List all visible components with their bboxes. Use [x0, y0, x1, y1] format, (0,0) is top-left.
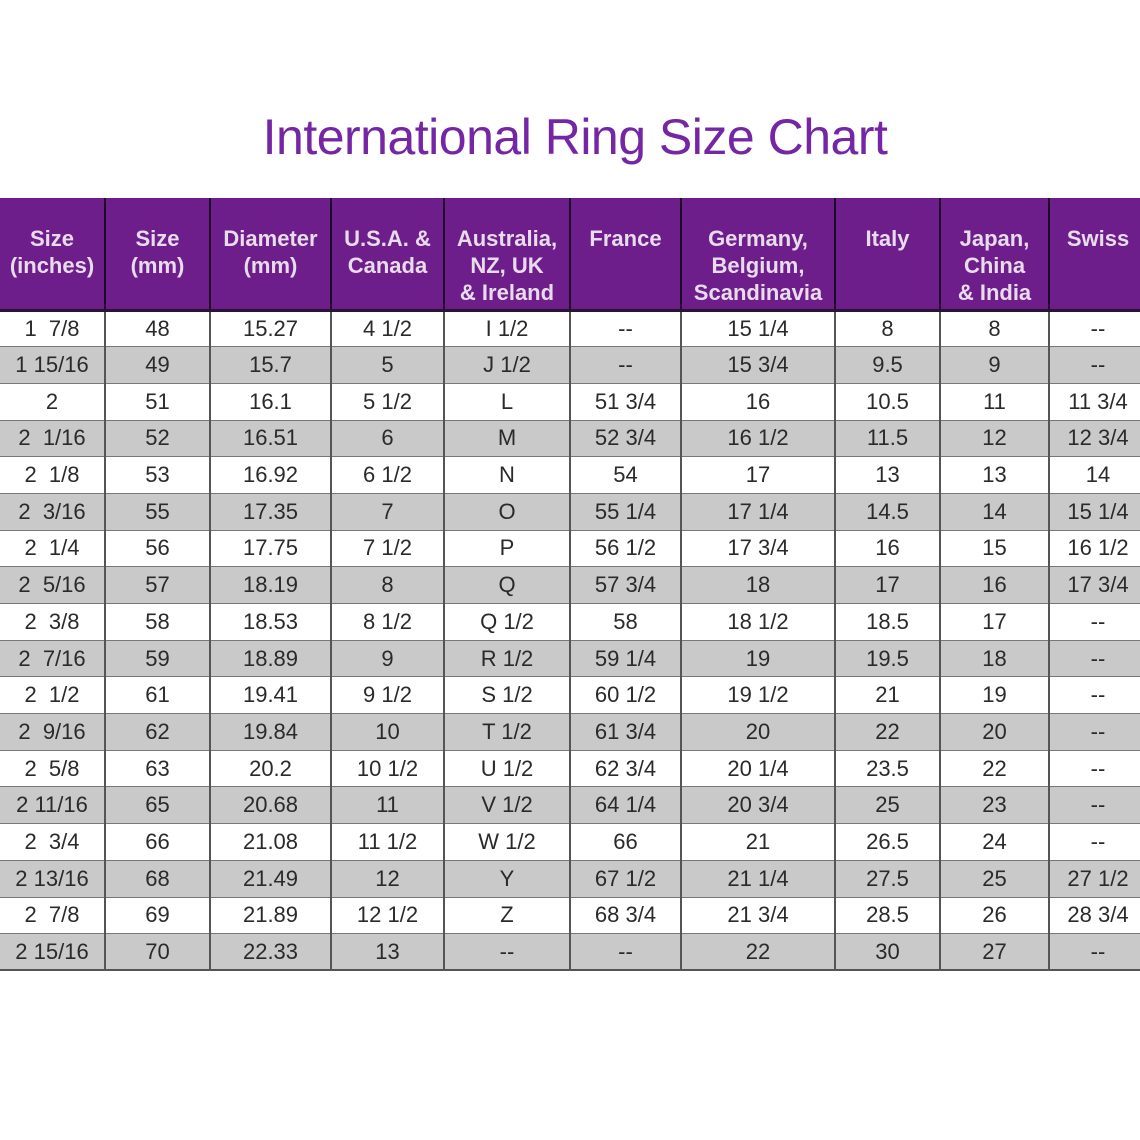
cell-diameter: 18.19 [210, 567, 331, 604]
cell-france: 59 1/4 [570, 640, 681, 677]
cell-usa-canada: 8 1/2 [331, 604, 444, 641]
cell-size-mm: 70 [105, 934, 210, 971]
cell-france: 68 3/4 [570, 897, 681, 934]
cell-france: 52 3/4 [570, 420, 681, 457]
cell-japan-china-india: 19 [940, 677, 1049, 714]
column-header-usa-canada: U.S.A. & Canada [331, 198, 444, 310]
cell-germany-belgium-scandinavia: 17 3/4 [681, 530, 835, 567]
cell-italy: 26.5 [835, 824, 940, 861]
table-row [0, 714, 1140, 751]
cell-italy: 30 [835, 934, 940, 971]
cell-size-inches: 2 1/4 [0, 530, 105, 567]
cell-japan-china-india: 20 [940, 714, 1049, 751]
cell-size-mm: 55 [105, 493, 210, 530]
table-row [0, 640, 1140, 677]
cell-diameter: 22.33 [210, 934, 331, 971]
cell-size-mm: 52 [105, 420, 210, 457]
cell-size-inches: 2 3/4 [0, 824, 105, 861]
table-row [0, 493, 1140, 530]
cell-size-inches: 2 3/16 [0, 493, 105, 530]
cell-france: 67 1/2 [570, 860, 681, 897]
table-row [0, 860, 1140, 897]
header-row [0, 198, 1140, 310]
table-row [0, 383, 1140, 420]
cell-swiss: -- [1049, 347, 1140, 384]
cell-size-mm: 66 [105, 824, 210, 861]
column-header-size-inches: Size (inches) [0, 198, 105, 310]
cell-diameter: 19.41 [210, 677, 331, 714]
cell-usa-canada: 12 1/2 [331, 897, 444, 934]
cell-france: -- [570, 310, 681, 347]
table-row [0, 420, 1140, 457]
cell-france: 55 1/4 [570, 493, 681, 530]
cell-australia-nz-uk-ireland: V 1/2 [444, 787, 570, 824]
cell-usa-canada: 11 [331, 787, 444, 824]
cell-usa-canada: 5 1/2 [331, 383, 444, 420]
cell-japan-china-india: 12 [940, 420, 1049, 457]
cell-japan-china-india: 15 [940, 530, 1049, 567]
cell-france: 64 1/4 [570, 787, 681, 824]
table-row [0, 897, 1140, 934]
column-header-diameter: Diameter (mm) [210, 198, 331, 310]
cell-italy: 9.5 [835, 347, 940, 384]
cell-size-mm: 68 [105, 860, 210, 897]
cell-diameter: 18.89 [210, 640, 331, 677]
cell-size-mm: 58 [105, 604, 210, 641]
column-header-italy: Italy [835, 198, 940, 310]
cell-size-inches: 2 3/8 [0, 604, 105, 641]
cell-germany-belgium-scandinavia: 21 3/4 [681, 897, 835, 934]
cell-diameter: 15.27 [210, 310, 331, 347]
cell-swiss: -- [1049, 310, 1140, 347]
cell-size-mm: 69 [105, 897, 210, 934]
cell-diameter: 16.92 [210, 457, 331, 494]
cell-usa-canada: 11 1/2 [331, 824, 444, 861]
cell-size-inches: 2 7/8 [0, 897, 105, 934]
cell-italy: 10.5 [835, 383, 940, 420]
cell-diameter: 17.35 [210, 493, 331, 530]
cell-japan-china-india: 24 [940, 824, 1049, 861]
cell-japan-china-india: 16 [940, 567, 1049, 604]
table-row [0, 567, 1140, 604]
cell-diameter: 16.1 [210, 383, 331, 420]
cell-japan-china-india: 18 [940, 640, 1049, 677]
cell-usa-canada: 9 1/2 [331, 677, 444, 714]
cell-germany-belgium-scandinavia: 19 1/2 [681, 677, 835, 714]
table-row [0, 530, 1140, 567]
cell-diameter: 20.2 [210, 750, 331, 787]
table-row [0, 934, 1140, 971]
cell-usa-canada: 6 [331, 420, 444, 457]
cell-france: 61 3/4 [570, 714, 681, 751]
cell-diameter: 17.75 [210, 530, 331, 567]
cell-italy: 17 [835, 567, 940, 604]
column-header-japan-china-india: Japan, China & India [940, 198, 1049, 310]
cell-italy: 23.5 [835, 750, 940, 787]
cell-size-mm: 56 [105, 530, 210, 567]
cell-size-inches: 1 15/16 [0, 347, 105, 384]
table-body [0, 310, 1140, 970]
cell-germany-belgium-scandinavia: 15 1/4 [681, 310, 835, 347]
cell-australia-nz-uk-ireland: M [444, 420, 570, 457]
cell-france: 51 3/4 [570, 383, 681, 420]
cell-france: -- [570, 934, 681, 971]
column-header-swiss: Swiss [1049, 198, 1140, 310]
cell-usa-canada: 13 [331, 934, 444, 971]
cell-italy: 27.5 [835, 860, 940, 897]
cell-swiss: 16 1/2 [1049, 530, 1140, 567]
column-header-australia-nz-uk-ireland: Australia, NZ, UK & Ireland [444, 198, 570, 310]
cell-diameter: 19.84 [210, 714, 331, 751]
cell-usa-canada: 4 1/2 [331, 310, 444, 347]
cell-australia-nz-uk-ireland: Y [444, 860, 570, 897]
cell-germany-belgium-scandinavia: 20 [681, 714, 835, 751]
table-row [0, 347, 1140, 384]
cell-size-mm: 57 [105, 567, 210, 604]
cell-germany-belgium-scandinavia: 15 3/4 [681, 347, 835, 384]
table-row [0, 824, 1140, 861]
cell-usa-canada: 7 [331, 493, 444, 530]
cell-size-inches: 2 [0, 383, 105, 420]
cell-size-inches: 2 15/16 [0, 934, 105, 971]
cell-swiss: -- [1049, 714, 1140, 751]
cell-italy: 21 [835, 677, 940, 714]
cell-italy: 22 [835, 714, 940, 751]
cell-japan-china-india: 9 [940, 347, 1049, 384]
cell-size-mm: 53 [105, 457, 210, 494]
cell-australia-nz-uk-ireland: P [444, 530, 570, 567]
cell-size-inches: 2 9/16 [0, 714, 105, 751]
cell-size-inches: 2 1/2 [0, 677, 105, 714]
cell-italy: 14.5 [835, 493, 940, 530]
cell-size-inches: 2 5/16 [0, 567, 105, 604]
cell-japan-china-india: 17 [940, 604, 1049, 641]
cell-size-mm: 61 [105, 677, 210, 714]
cell-usa-canada: 10 [331, 714, 444, 751]
cell-france: 66 [570, 824, 681, 861]
cell-size-mm: 59 [105, 640, 210, 677]
cell-size-mm: 63 [105, 750, 210, 787]
cell-australia-nz-uk-ireland: J 1/2 [444, 347, 570, 384]
cell-italy: 19.5 [835, 640, 940, 677]
cell-france: -- [570, 347, 681, 384]
cell-france: 62 3/4 [570, 750, 681, 787]
column-header-germany-belgium-scandinavia: Germany, Belgium, Scandinavia [681, 198, 835, 310]
cell-swiss: 17 3/4 [1049, 567, 1140, 604]
cell-swiss: -- [1049, 824, 1140, 861]
cell-germany-belgium-scandinavia: 20 3/4 [681, 787, 835, 824]
cell-australia-nz-uk-ireland: L [444, 383, 570, 420]
cell-japan-china-india: 8 [940, 310, 1049, 347]
cell-germany-belgium-scandinavia: 20 1/4 [681, 750, 835, 787]
cell-italy: 13 [835, 457, 940, 494]
cell-australia-nz-uk-ireland: O [444, 493, 570, 530]
cell-australia-nz-uk-ireland: I 1/2 [444, 310, 570, 347]
cell-swiss: 11 3/4 [1049, 383, 1140, 420]
cell-size-inches: 2 13/16 [0, 860, 105, 897]
cell-germany-belgium-scandinavia: 16 1/2 [681, 420, 835, 457]
column-header-size-mm: Size (mm) [105, 198, 210, 310]
cell-italy: 18.5 [835, 604, 940, 641]
cell-size-mm: 48 [105, 310, 210, 347]
table-row [0, 677, 1140, 714]
cell-japan-china-india: 26 [940, 897, 1049, 934]
cell-australia-nz-uk-ireland: R 1/2 [444, 640, 570, 677]
cell-germany-belgium-scandinavia: 21 1/4 [681, 860, 835, 897]
cell-australia-nz-uk-ireland: U 1/2 [444, 750, 570, 787]
cell-france: 58 [570, 604, 681, 641]
cell-japan-china-india: 22 [940, 750, 1049, 787]
cell-swiss: 15 1/4 [1049, 493, 1140, 530]
cell-size-mm: 51 [105, 383, 210, 420]
cell-japan-china-india: 25 [940, 860, 1049, 897]
cell-germany-belgium-scandinavia: 16 [681, 383, 835, 420]
cell-australia-nz-uk-ireland: S 1/2 [444, 677, 570, 714]
cell-diameter: 16.51 [210, 420, 331, 457]
cell-size-inches: 2 1/8 [0, 457, 105, 494]
cell-usa-canada: 9 [331, 640, 444, 677]
cell-italy: 11.5 [835, 420, 940, 457]
cell-usa-canada: 6 1/2 [331, 457, 444, 494]
chart-title: International Ring Size Chart [262, 109, 888, 165]
cell-france: 60 1/2 [570, 677, 681, 714]
cell-usa-canada: 10 1/2 [331, 750, 444, 787]
cell-france: 57 3/4 [570, 567, 681, 604]
cell-diameter: 21.49 [210, 860, 331, 897]
cell-japan-china-india: 13 [940, 457, 1049, 494]
cell-diameter: 21.08 [210, 824, 331, 861]
table-row [0, 604, 1140, 641]
cell-size-inches: 2 1/16 [0, 420, 105, 457]
cell-swiss: -- [1049, 750, 1140, 787]
cell-japan-china-india: 14 [940, 493, 1049, 530]
cell-diameter: 18.53 [210, 604, 331, 641]
cell-swiss: 14 [1049, 457, 1140, 494]
cell-australia-nz-uk-ireland: -- [444, 934, 570, 971]
cell-diameter: 20.68 [210, 787, 331, 824]
cell-swiss: 12 3/4 [1049, 420, 1140, 457]
table-row [0, 310, 1140, 347]
cell-swiss: -- [1049, 787, 1140, 824]
cell-diameter: 15.7 [210, 347, 331, 384]
cell-size-mm: 65 [105, 787, 210, 824]
cell-germany-belgium-scandinavia: 18 1/2 [681, 604, 835, 641]
cell-usa-canada: 12 [331, 860, 444, 897]
cell-size-mm: 62 [105, 714, 210, 751]
cell-swiss: -- [1049, 677, 1140, 714]
cell-japan-china-india: 27 [940, 934, 1049, 971]
cell-australia-nz-uk-ireland: Q [444, 567, 570, 604]
cell-usa-canada: 8 [331, 567, 444, 604]
ring-size-table [0, 198, 1140, 971]
cell-italy: 16 [835, 530, 940, 567]
cell-swiss: 27 1/2 [1049, 860, 1140, 897]
cell-germany-belgium-scandinavia: 17 [681, 457, 835, 494]
cell-size-inches: 2 5/8 [0, 750, 105, 787]
cell-italy: 25 [835, 787, 940, 824]
cell-swiss: -- [1049, 934, 1140, 971]
cell-germany-belgium-scandinavia: 18 [681, 567, 835, 604]
cell-japan-china-india: 11 [940, 383, 1049, 420]
cell-swiss: 28 3/4 [1049, 897, 1140, 934]
table-row [0, 750, 1140, 787]
cell-usa-canada: 5 [331, 347, 444, 384]
cell-size-inches: 2 7/16 [0, 640, 105, 677]
cell-size-inches: 1 7/8 [0, 310, 105, 347]
column-header-france: France [570, 198, 681, 310]
cell-australia-nz-uk-ireland: W 1/2 [444, 824, 570, 861]
cell-size-mm: 49 [105, 347, 210, 384]
cell-diameter: 21.89 [210, 897, 331, 934]
cell-australia-nz-uk-ireland: Q 1/2 [444, 604, 570, 641]
cell-australia-nz-uk-ireland: T 1/2 [444, 714, 570, 751]
cell-size-inches: 2 11/16 [0, 787, 105, 824]
cell-usa-canada: 7 1/2 [331, 530, 444, 567]
cell-germany-belgium-scandinavia: 22 [681, 934, 835, 971]
table-row [0, 457, 1140, 494]
cell-australia-nz-uk-ireland: Z [444, 897, 570, 934]
cell-italy: 28.5 [835, 897, 940, 934]
cell-italy: 8 [835, 310, 940, 347]
cell-france: 56 1/2 [570, 530, 681, 567]
cell-germany-belgium-scandinavia: 17 1/4 [681, 493, 835, 530]
cell-swiss: -- [1049, 640, 1140, 677]
table-row [0, 787, 1140, 824]
cell-swiss: -- [1049, 604, 1140, 641]
cell-australia-nz-uk-ireland: N [444, 457, 570, 494]
cell-germany-belgium-scandinavia: 19 [681, 640, 835, 677]
cell-france: 54 [570, 457, 681, 494]
cell-japan-china-india: 23 [940, 787, 1049, 824]
cell-germany-belgium-scandinavia: 21 [681, 824, 835, 861]
